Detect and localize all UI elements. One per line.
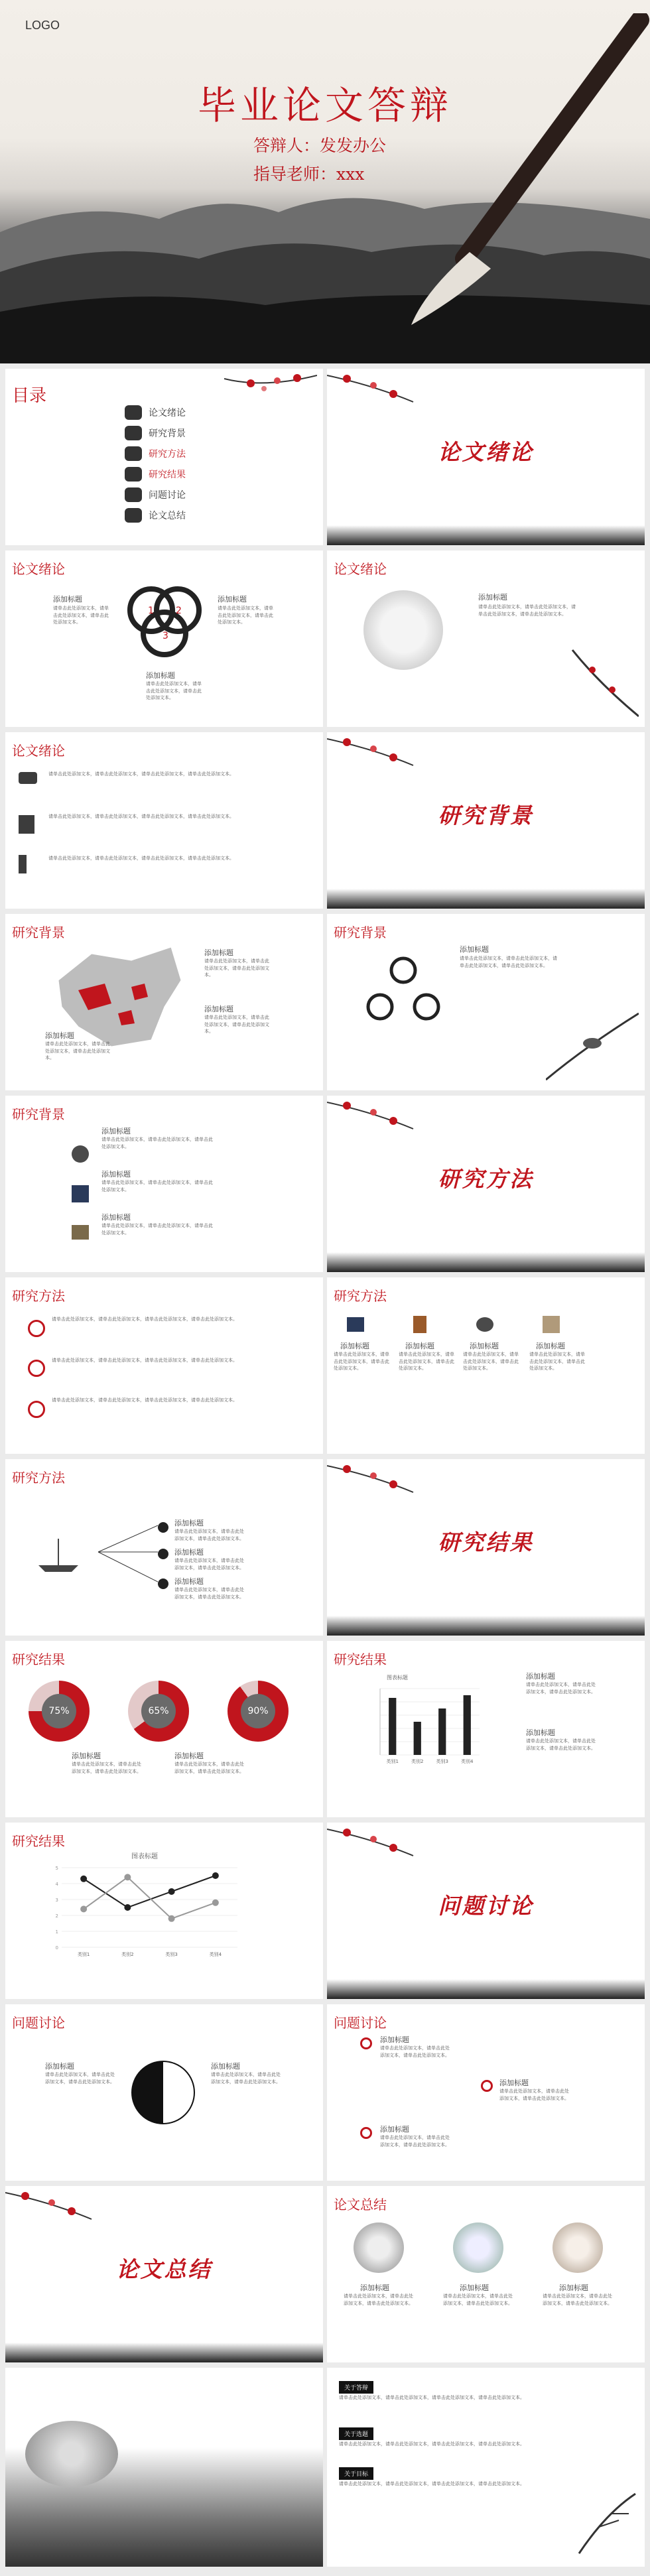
cover-slide [0, 0, 650, 363]
item-text: 请单击此处添加文本，请单击此处添加文本，请单击此处添加文本。 [101, 1137, 213, 1149]
hex-icon [125, 487, 142, 502]
plum-blossom-icon [327, 1459, 420, 1512]
item-text: 请单击此处添加文本，请单击此处添加文本，请单击此处添加文本。 [101, 1223, 213, 1236]
slide-intro-3 [5, 732, 323, 909]
y-tick-label: 1 [55, 1929, 58, 1935]
slide-method-3 [5, 1459, 323, 1636]
toc-label: 论文绪论 [149, 408, 186, 419]
landscape-circle-image [363, 590, 443, 670]
plum-branch-icon [566, 643, 639, 723]
item-text: 请单击此处添加文本，请单击此处添加文本，请单击此处添加文本。 [543, 2293, 612, 2306]
item-title: 添加标题 [559, 2284, 588, 2292]
slide-background-3 [5, 1096, 323, 1272]
section-title: 研究背景 [438, 803, 534, 828]
slide-title: 论文绪论 [334, 561, 387, 577]
fan-icon [19, 772, 37, 784]
slide-result-1 [5, 1641, 323, 1817]
item-text: 请单击此处添加文本，请单击此处添加文本，请单击此处添加文本，请单击此处添加文本。 [52, 1317, 237, 1322]
slide-title: 研究背景 [334, 925, 387, 940]
progress-ring-1 [29, 1681, 90, 1742]
landscape-image-1 [354, 2222, 404, 2273]
ink-mark-icon [28, 1360, 45, 1377]
slide-title: 研究结果 [12, 1833, 65, 1849]
progress-ring-2 [128, 1681, 189, 1742]
item-title: 添加标题 [174, 1519, 204, 1527]
y-tick-label: 4 [55, 1882, 58, 1887]
slide-title: 问题讨论 [12, 2015, 65, 2031]
item-text: 请单击此处添加文本，请单击此处添加文本，请单击此处添加文本。 [218, 606, 273, 625]
x-tick-label: 类别4 [461, 1759, 474, 1764]
toc-label: 问题讨论 [149, 490, 186, 501]
item-text: 请单击此处添加文本，请单击此处添加文本，请单击此处添加文本，请单击此处添加文本。 [48, 856, 234, 861]
percent-label: 75% [42, 1694, 76, 1728]
toc-label: 研究结果 [149, 470, 186, 480]
x-tick-label: 类别3 [165, 1952, 178, 1957]
item-text: 请单击此处添加文本，请单击此处添加文本，请单击此处添加文本。 [211, 2072, 281, 2085]
slide-section-method [327, 1096, 645, 1272]
svg-text:3: 3 [162, 631, 168, 641]
item-text: 请单击此处添加文本，请单击此处添加文本，请单击此处添加文本。 [526, 1682, 596, 1695]
note-text: 请单击此处添加文本，请单击此处添加文本，请单击此处添加文本，请单击此处添加文本。 [339, 2441, 525, 2447]
line-chart-title: 图表标题 [131, 1853, 158, 1860]
item-text: 请单击此处添加文本，请单击此处添加文本，请单击此处添加文本，请单击此处添加文本。 [48, 771, 234, 777]
toc-label: 研究方法 [149, 449, 186, 460]
hex-icon [125, 467, 142, 482]
toc-item-6[interactable] [125, 508, 186, 523]
slide-method-1 [5, 1277, 323, 1454]
cover-advisor: 指导老师：xxx [253, 164, 365, 184]
hex-icon [125, 446, 142, 461]
ink-bowl-icon [72, 1145, 89, 1163]
brush-icon [19, 855, 27, 873]
item-text: 请单击此处添加文本，请单击此处添加文本，请单击此处添加文本。 [53, 606, 109, 625]
progress-ring-3 [228, 1681, 289, 1742]
x-tick-label: 类别2 [411, 1759, 424, 1764]
plum-blossom-icon [5, 2186, 98, 2239]
slide-title: 论文总结 [334, 2197, 387, 2213]
item-title: 添加标题 [380, 2125, 409, 2134]
item-text: 请单击此处添加文本，请单击此处添加文本，请单击此处添加文本。 [72, 1762, 141, 1774]
slide-title: 论文绪论 [12, 743, 65, 759]
slide-title: 论文绪论 [12, 561, 65, 577]
item-title: 添加标题 [460, 2284, 489, 2292]
y-tick-label: 5 [55, 1866, 58, 1871]
toc-label: 论文总结 [149, 511, 186, 521]
percent-label: 65% [141, 1694, 176, 1728]
item-text: 请单击此处添加文本，请单击此处添加文本，请单击此处添加文本。 [380, 2045, 450, 2058]
ring-marker-icon [360, 2127, 372, 2139]
note-tag-2: 关于选题 [339, 2427, 373, 2440]
y-tick-label: 3 [55, 1898, 58, 1903]
landscape-image-3 [552, 2222, 603, 2273]
item-text: 请单击此处添加文本，请单击此处添加文本，请单击此处添加文本。 [529, 1352, 585, 1371]
x-tick-label: 类别4 [209, 1952, 222, 1957]
item-title: 添加标题 [174, 1548, 204, 1557]
x-tick-label: 类别1 [77, 1952, 90, 1957]
slide-section-result [327, 1459, 645, 1636]
plum-blossom-icon [327, 369, 420, 422]
inkstone-icon [19, 815, 34, 834]
item-text: 请单击此处添加文本，请单击此处添加文本，请单击此处添加文本，请单击此处添加文本。 [52, 1358, 237, 1363]
lotus-image [25, 2421, 118, 2487]
item-text: 请单击此处添加文本，请单击此处添加文本，请单击此处添加文本。 [380, 2135, 450, 2148]
item-text: 请单击此处添加文本，请单击此处添加文本，请单击此处添加文本。 [334, 1352, 389, 1371]
hex-icon [125, 426, 142, 440]
bar-chart-title: 图表标题 [387, 1675, 408, 1681]
svg-text:1: 1 [148, 606, 154, 616]
ring-marker-icon [481, 2080, 493, 2092]
plum-blossom-icon [327, 1823, 420, 1876]
plum-blossom-icon [327, 1096, 420, 1149]
book-icon [72, 1185, 89, 1202]
item-title: 添加标题 [470, 1342, 499, 1350]
note-text: 请单击此处添加文本，请单击此处添加文本，请单击此处添加文本，请单击此处添加文本。 [339, 2395, 525, 2400]
toc-item-5[interactable] [125, 487, 186, 502]
data-point [80, 1905, 87, 1912]
data-point [168, 1915, 175, 1922]
bar [414, 1722, 421, 1755]
ink-mark-icon [28, 1320, 45, 1337]
logo: LOGO [25, 19, 60, 32]
item-title: 添加标题 [460, 945, 489, 954]
slide-background-1 [5, 914, 323, 1090]
bar [389, 1698, 396, 1755]
item-title: 添加标题 [174, 1577, 204, 1586]
item-text: 请单击此处添加文本，请单击此处添加文本，请单击此处添加文本。 [101, 1180, 213, 1192]
item-title: 添加标题 [101, 1170, 131, 1179]
data-point [80, 1876, 87, 1882]
scroll-icon [543, 1316, 560, 1333]
ink-dot-icon [158, 1522, 168, 1533]
x-tick-label: 类别1 [386, 1759, 399, 1764]
slide-method-2 [327, 1277, 645, 1454]
ink-dot-icon [158, 1549, 168, 1559]
bar-chart [367, 1682, 480, 1768]
item-text: 请单击此处添加文本，请单击此处添加文本，请单击此处添加文本。 [146, 681, 202, 700]
jar-icon [413, 1316, 426, 1333]
bamboo-icon [572, 2487, 639, 2560]
slide-title: 问题讨论 [334, 2015, 387, 2031]
item-title: 添加标题 [146, 671, 175, 680]
toc-item-2[interactable] [125, 426, 186, 440]
ink-ground [5, 2343, 323, 2362]
ink-circles-icon [121, 580, 208, 660]
slide-title: 研究背景 [12, 925, 65, 940]
data-point [124, 1874, 131, 1880]
section-title: 论文绪论 [438, 439, 534, 465]
slide-title: 研究方法 [12, 1470, 65, 1486]
slide-discussion-1 [5, 2004, 323, 2181]
item-text: 请单击此处添加文本，请单击此处添加文本，请单击此处添加文本。 [344, 2293, 413, 2306]
ink-ground [327, 525, 645, 545]
y-tick-label: 2 [55, 1913, 58, 1919]
slide-result-3 [5, 1823, 323, 1999]
data-point [124, 1904, 131, 1911]
item-text: 请单击此处添加文本，请单击此处添加文本，请单击此处添加文本。 [174, 1587, 244, 1600]
slide-result-2 [327, 1641, 645, 1817]
item-text: 请单击此处添加文本，请单击此处添加文本，请单击此处添加文本，请单击此处添加文本。 [460, 956, 557, 968]
toc-label: 研究背景 [149, 428, 186, 439]
item-title: 添加标题 [340, 1342, 369, 1350]
item-text: 请单击此处添加文本，请单击此处添加文本，请单击此处添加文本，请单击此处添加文本。 [52, 1397, 237, 1403]
section-title: 问题讨论 [438, 1893, 534, 1919]
brush-icon [385, 13, 650, 332]
slide-title: 研究结果 [12, 1651, 65, 1667]
ink-ground [327, 1252, 645, 1272]
item-text: 请单击此处添加文本，请单击此处添加文本，请单击此处添加文本。 [204, 958, 269, 978]
item-text: 请单击此处添加文本，请单击此处添加文本，请单击此处添加文本。 [499, 2089, 569, 2101]
toc-item-3[interactable] [125, 446, 186, 461]
svg-text:2: 2 [176, 606, 182, 616]
book-icon [347, 1317, 364, 1332]
slide-toc [5, 369, 323, 545]
plum-blossom-icon [327, 732, 420, 785]
slide-section-intro [327, 369, 645, 545]
item-text: 请单击此处添加文本，请单击此处添加文本，请单击此处添加文本。 [204, 1015, 269, 1034]
slide-thanks [5, 2368, 323, 2567]
slide-discussion-2 [327, 2004, 645, 2181]
line-chart [45, 1861, 244, 1961]
item-title: 添加标题 [380, 2035, 409, 2044]
slide-title: 研究方法 [334, 1288, 387, 1304]
item-text: 请单击此处添加文本，请单击此处添加文本，请单击此处添加文本。 [174, 1529, 244, 1541]
slide-notes [327, 2368, 645, 2567]
slide-title: 研究方法 [12, 1288, 65, 1304]
item-title: 添加标题 [45, 2062, 74, 2071]
plum-blossom-icon [224, 369, 317, 422]
toc-title: 目录 [12, 386, 47, 406]
ring-marker-icon [360, 2037, 372, 2049]
section-title: 论文总结 [116, 2256, 212, 2282]
note-tag-3: 关于目标 [339, 2467, 373, 2480]
item-text: 请单击此处添加文本，请单击此处添加文本，请单击此处添加文本。 [45, 1041, 110, 1061]
item-text: 请单击此处添加文本，请单击此处添加文本，请单击此处添加文本。 [174, 1558, 244, 1571]
series-line [84, 1876, 216, 1907]
ink-ground [327, 1979, 645, 1999]
item-text: 请单击此处添加文本，请单击此处添加文本，请单击此处添加文本。 [174, 1762, 244, 1774]
slide-title: 研究结果 [334, 1651, 387, 1667]
item-title: 添加标题 [526, 1672, 555, 1681]
item-text: 请单击此处添加文本，请单击此处添加文本，请单击此处添加文本。 [526, 1738, 596, 1751]
hex-icon [125, 405, 142, 420]
slide-section-discussion [327, 1823, 645, 1999]
data-point [168, 1888, 175, 1895]
note-text: 请单击此处添加文本，请单击此处添加文本，请单击此处添加文本，请单击此处添加文本。 [339, 2481, 525, 2486]
item-title: 添加标题 [478, 593, 507, 602]
slide-section-summary [5, 2186, 323, 2362]
item-text: 请单击此处添加文本，请单击此处添加文本，请单击此处添加文本。 [45, 2072, 115, 2085]
cover-presenter: 答辩人：发发办公 [253, 136, 387, 155]
item-text: 请单击此处添加文本，请单击此处添加文本，请单击此处添加文本。 [463, 1352, 519, 1371]
item-title: 添加标题 [72, 1752, 101, 1760]
bird-branch-icon [546, 1007, 639, 1086]
data-point [212, 1900, 219, 1906]
item-title: 添加标题 [204, 1005, 233, 1013]
slide-intro-2 [327, 550, 645, 727]
ink-rings-icon [363, 954, 443, 1027]
note-tag-1: 关于答辩 [339, 2381, 373, 2394]
percent-label: 90% [241, 1694, 275, 1728]
item-title: 添加标题 [360, 2284, 389, 2292]
cover-title: 毕业论文答辩 [197, 83, 452, 128]
ink-mark-icon [28, 1401, 45, 1418]
slide-title: 研究背景 [12, 1106, 65, 1122]
item-text: 请单击此处添加文本，请单击此处添加文本，请单击此处添加文本，请单击此处添加文本。 [478, 604, 576, 617]
slide-background-2 [327, 914, 645, 1090]
toc-item-4[interactable] [125, 467, 186, 482]
ink-dot-icon [158, 1578, 168, 1589]
x-tick-label: 类别2 [121, 1952, 134, 1957]
data-point [212, 1872, 219, 1879]
item-title: 添加标题 [101, 1127, 131, 1135]
section-title: 研究方法 [438, 1166, 534, 1192]
slide-intro-1 [5, 550, 323, 727]
item-title: 添加标题 [218, 595, 247, 604]
scroll-icon [72, 1225, 89, 1240]
y-tick-label: 0 [55, 1945, 58, 1951]
item-title: 添加标题 [204, 948, 233, 957]
ink-ground [327, 889, 645, 909]
bar [464, 1695, 471, 1755]
section-title: 研究结果 [438, 1529, 534, 1555]
item-text: 请单击此处添加文本，请单击此处添加文本，请单击此处添加文本，请单击此处添加文本。 [48, 814, 234, 819]
item-text: 请单击此处添加文本，请单击此处添加文本，请单击此处添加文本。 [399, 1352, 454, 1371]
item-title: 添加标题 [526, 1728, 555, 1737]
ink-bowl-icon [476, 1317, 493, 1332]
slide-summary-1 [327, 2186, 645, 2362]
item-text: 请单击此处添加文本，请单击此处添加文本，请单击此处添加文本。 [443, 2293, 513, 2306]
item-title: 添加标题 [211, 2062, 240, 2071]
x-tick-label: 类别3 [436, 1759, 448, 1764]
item-title: 添加标题 [499, 2079, 529, 2087]
slide-section-background [327, 732, 645, 909]
bar [438, 1708, 446, 1755]
item-title: 添加标题 [405, 1342, 434, 1350]
toc-item-1[interactable] [125, 405, 186, 420]
item-title: 添加标题 [536, 1342, 565, 1350]
landscape-image-2 [453, 2222, 503, 2273]
ink-ground [327, 1616, 645, 1636]
item-title: 添加标题 [101, 1213, 131, 1222]
item-title: 添加标题 [53, 595, 82, 604]
boat-branches-icon [25, 1512, 158, 1592]
hex-icon [125, 508, 142, 523]
yinyang-icon [131, 2061, 195, 2124]
item-title: 添加标题 [174, 1752, 204, 1760]
item-title: 添加标题 [45, 1031, 74, 1040]
